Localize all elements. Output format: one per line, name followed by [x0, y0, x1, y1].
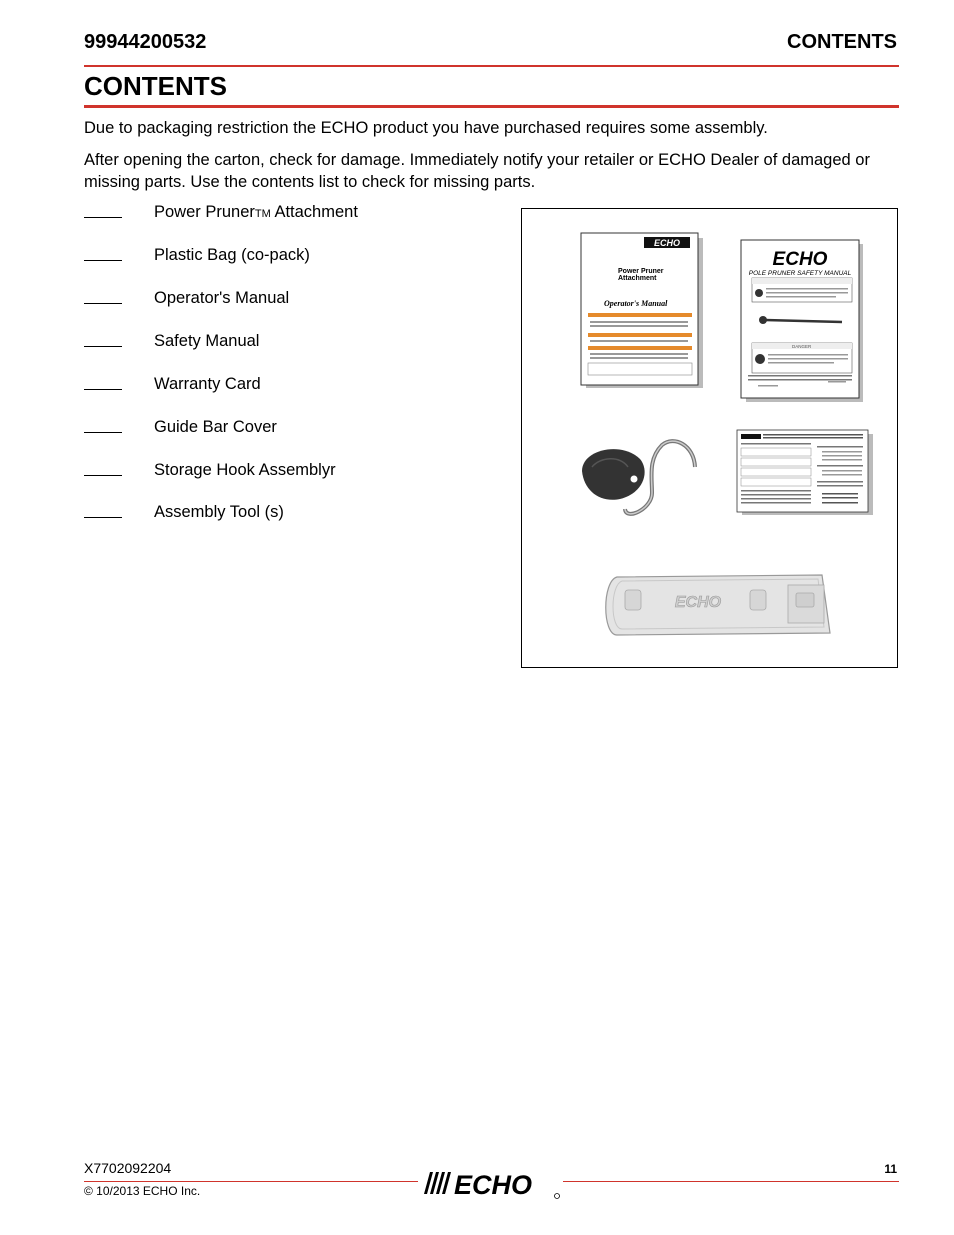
checkbox-line[interactable]	[84, 416, 122, 433]
section-title: CONTENTS	[787, 31, 897, 53]
echo-logo-text: ECHO	[454, 1170, 533, 1200]
checkbox-line[interactable]	[84, 501, 122, 518]
manual-logo: ECHO	[653, 238, 681, 248]
list-item-label: Operator's Manual	[154, 289, 290, 307]
manual-title-line1: Power Pruner	[618, 268, 664, 275]
list-item-label: Safety Manual	[154, 332, 260, 350]
page-title: CONTENTS	[84, 71, 227, 101]
list-item-label: Guide Bar Cover	[154, 418, 277, 436]
header-rule	[84, 65, 899, 67]
doc-number: 99944200532	[84, 31, 207, 53]
checkbox-line[interactable]	[84, 330, 122, 347]
checkbox-line[interactable]	[84, 244, 122, 261]
echo-logo	[418, 1162, 563, 1202]
checkbox-line[interactable]	[84, 201, 122, 218]
checkbox-line[interactable]	[84, 287, 122, 304]
page-number: 11	[884, 1162, 897, 1176]
footer-copyright: © 10/2013 ECHO Inc.	[84, 1184, 201, 1198]
list-item-label: Warranty Card	[154, 375, 261, 393]
guide-bar-cover-image	[606, 575, 830, 635]
assembly-tool-image	[582, 449, 645, 500]
list-item-label: Assembly Tool (s)	[154, 503, 284, 521]
manual-subtitle: Operator's Manual	[604, 299, 668, 308]
instructions-paragraph: After opening the carton, check for damage. Immediately notify your retailer or ECHO Dealer of damaged or missing parts. Use the contents list to check for missing parts.	[84, 151, 870, 191]
checkbox-line[interactable]	[84, 373, 122, 390]
list-item-label: Storage Hook Assemblyr	[154, 461, 336, 479]
list-item-label: Plastic Bag (co-pack)	[154, 246, 310, 264]
safety-manual-logo: ECHO	[772, 249, 828, 270]
manual-title-line2: Attachment	[618, 275, 657, 282]
warranty-card-image	[737, 430, 873, 515]
title-rule	[84, 105, 899, 108]
danger-label: DANGER	[792, 344, 812, 349]
intro-paragraph: Due to packaging restriction the ECHO product you have purchased requires some assembly.	[84, 119, 768, 137]
operators-manual-image	[581, 233, 703, 388]
safety-manual-title: POLE PRUNER SAFETY MANUAL	[748, 270, 852, 277]
contents-illustration	[521, 208, 898, 668]
list-item-label: Power Pruner™ Attachment	[154, 203, 358, 221]
footer-part-number: X7702092204	[84, 1160, 172, 1176]
safety-manual-image	[741, 240, 863, 402]
checkbox-line[interactable]	[84, 459, 122, 476]
guide-bar-cover-logo: ECHO	[674, 594, 722, 611]
